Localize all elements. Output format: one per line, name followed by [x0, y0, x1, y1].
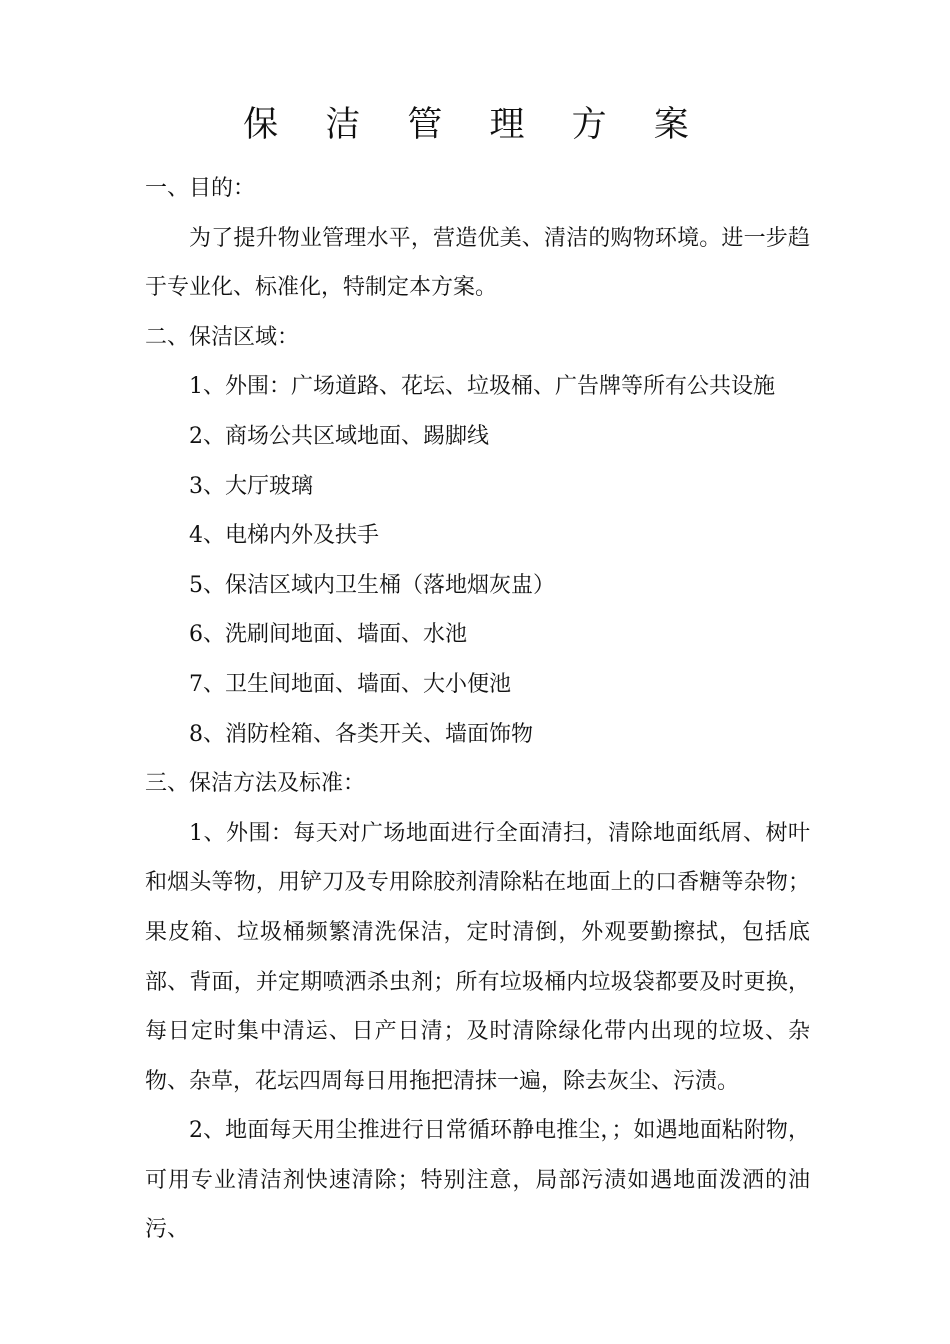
document-title: 保 洁 管 理 方 案 — [243, 105, 707, 145]
section-heading-methods-standards: 三、保洁方法及标准： — [145, 771, 366, 797]
cleaning-area-item: 2、商场公共区域地面、踢脚线 — [189, 423, 489, 449]
cleaning-area-item: 7、卫生间地面、墙面、大小便池 — [189, 671, 511, 697]
purpose-paragraph: 为了提升物业管理水平，营造优美、清洁的购物环境。进一步趋于专业化、标准化，特制定本方案。 — [145, 225, 810, 301]
cleaning-area-item: 1、外围：广场道路、花坛、垃圾桶、广告牌等所有公共设施 — [189, 374, 775, 400]
cleaning-area-item: 8、消防栓箱、各类开关、墙面饰物 — [189, 721, 533, 747]
cleaning-area-item: 3、大厅玻璃 — [189, 473, 313, 499]
section-heading-cleaning-areas: 二、保洁区域： — [145, 324, 300, 350]
cleaning-area-item: 4、电梯内外及扶手 — [189, 523, 379, 549]
document-body — [145, 164, 810, 1255]
section-heading-purpose: 一、目的： — [145, 176, 256, 201]
cleaning-area-item: 5、保洁区域内卫生桶（落地烟灰盅） — [189, 572, 555, 598]
method-paragraph-exterior: 1、外围：每天对广场地面进行全面清扫，清除地面纸屑、树叶和烟头等物，用铲刀及专用除胶剂清除粘在地面上的口香糖等杂物；果皮箱、垃圾桶频繁清洗保洁，定时清倒，外观要勤擦拭，包括底部、背面，并定期喷洒杀虫剂；所有垃圾桶内垃圾袋都要及时更换，每日定时集中清运、日产日清；及时清除绿化带内出现的垃圾、杂物、杂草，花坛四周每日用拖把清抹一遍，除去灰尘、污渍。 — [145, 820, 810, 1094]
method-paragraph-floor: 2、地面每天用尘推进行日常循环静电推尘，；如遇地面粘附物，可用专业清洁剂快速清除；特别注意，局部污渍如遇地面泼洒的油污、 — [145, 1118, 810, 1243]
cleaning-area-item: 6、洗刷间地面、墙面、水池 — [189, 622, 467, 648]
